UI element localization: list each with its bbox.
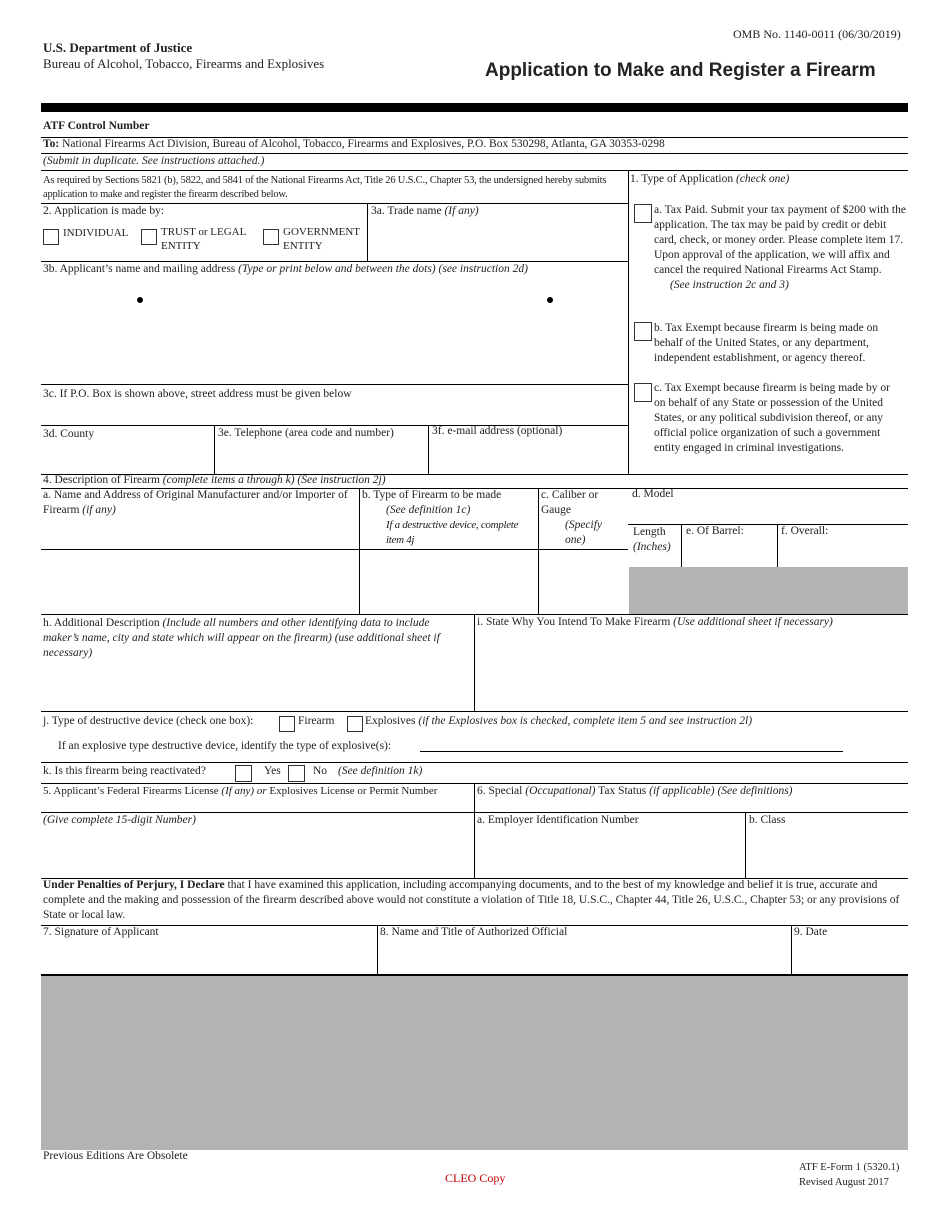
reactivated-yes-label: Yes — [264, 765, 281, 777]
form-number: ATF E-Form 1 (5320.1) — [799, 1162, 900, 1173]
item4h-label — [43, 616, 463, 661]
tax-paid-desc: a. Tax Paid. Submit your tax payment of $200 with the application. The tax may be paid by credit or debit card, check, or money order. Please complete item 17. Upon approval of the application, we will affix and cancel the required National Firearms Act Stamp. — [654, 204, 906, 276]
department-name: U.S. Department of Justice — [43, 40, 193, 55]
item4-hint: (complete items a through k) (See instruction 2j) — [162, 474, 386, 486]
item7-label: 7. Signature of Applicant — [43, 926, 159, 938]
individual-checkbox[interactable] — [43, 229, 59, 245]
item9-label: 9. Date — [794, 926, 828, 938]
perjury-statement — [43, 878, 905, 923]
item3d-label: 3d. County — [43, 428, 95, 440]
form-title: Application to Make and Register a Firearm — [485, 60, 876, 81]
reactivated-no-label: No — [313, 765, 328, 777]
address-dot-right — [547, 297, 553, 303]
item4i-hint: (Use additional sheet if necessary) — [673, 616, 833, 628]
item3a-label-text: 3a. Trade name — [371, 205, 442, 217]
tax-paid-hint: (See instruction 2c and 3) — [670, 279, 789, 291]
government-label: GOVERNMENT ENTITY — [283, 226, 360, 252]
item5-label-text: 5. Applicant’s Federal Firearms License — [43, 785, 219, 797]
item4c-hint: (Specify one) — [565, 519, 603, 546]
length-label-text: Length — [633, 526, 666, 538]
item1-label-text: 1. Type of Application — [630, 173, 734, 185]
reserved-shaded-area — [41, 976, 908, 1150]
item3b-label — [43, 263, 528, 275]
item3b-hint: (Type or print below and between the dots) (see instruction 2d) — [238, 263, 528, 275]
item6-label-text: 6. Special — [477, 785, 523, 797]
item3b-label-text: 3b. Applicant’s name and mailing address — [43, 263, 236, 275]
item3e-label: 3e. Telephone (area code and number) — [218, 427, 394, 439]
item1-hint: (check one) — [735, 173, 790, 185]
item8-label: 8. Name and Title of Authorized Official — [380, 926, 568, 938]
revision-date: Revised August 2017 — [799, 1177, 889, 1188]
item4i-label-text: i. State Why You Intend To Make Firearm — [477, 616, 671, 628]
length-label — [633, 525, 681, 555]
bureau-name: Bureau of Alcohol, Tobacco, Firearms and Explosives — [43, 56, 325, 71]
item4b-label-text: b. Type of Firearm to be made — [362, 489, 502, 501]
atf-control-label: ATF Control Number — [43, 120, 150, 132]
item4b-label — [362, 488, 537, 548]
explosives-checkbox[interactable] — [347, 716, 363, 732]
item4a-hint: (if any) — [82, 504, 116, 516]
item4k-label: k. Is this firearm being reactivated? — [43, 765, 206, 777]
item4i-label — [477, 616, 833, 628]
address-dot-left — [137, 297, 143, 303]
item6-tax: Tax Status — [598, 785, 647, 797]
item5-hint: (Give complete 15-digit Number) — [43, 814, 196, 826]
tax-paid-text — [654, 203, 906, 293]
tax-exempt-us-checkbox[interactable] — [634, 322, 652, 341]
item6-hint: (if applicable) (See definitions) — [649, 785, 793, 797]
perjury-text: that I have examined this application, including accompanying documents, and to the best of my knowledge and belief it is true, accurate and complete and the making and possession of the firearm described above would not constitute a violation of Title 18, U.S.C., Chapter 44, Title 26, U.S.C., Chapter 53; or any provisions of State or local law. — [43, 879, 900, 921]
tax-exempt-state-text: c. Tax Exempt because firearm is being made by or on behalf of any State or possession of the United States, or any political subdivision thereof, or any official police organization of such a government entity engaged in criminal investigations. — [654, 382, 890, 454]
item4a-label — [43, 488, 353, 518]
item4c-label — [541, 488, 626, 548]
submit-note: (Submit in duplicate. See instructions attached.) — [43, 155, 265, 167]
item6-label — [477, 785, 793, 797]
item1-label — [630, 173, 789, 185]
item4-label-text: 4. Description of Firearm — [43, 474, 160, 486]
item6-occ: (Occupational) — [525, 785, 596, 797]
reactivated-hint: (See definition 1k) — [338, 765, 423, 777]
tax-exempt-state-checkbox[interactable] — [634, 383, 652, 402]
individual-label: INDIVIDUAL — [63, 227, 129, 239]
perjury-bold: Under Penalties of Perjury, I Declare — [43, 879, 225, 891]
header-rule — [41, 103, 908, 112]
to-address: National Firearms Act Division, Bureau of Alcohol, Tobacco, Firearms and Explosives, P.O. Box 530298, Atlanta, GA 30353-0298 — [62, 138, 665, 150]
item4a-label-text: a. Name and Address of Original Manufacturer and/or Importer of Firearm — [43, 489, 348, 516]
item6b-label: b. Class — [749, 814, 786, 826]
tax-paid-checkbox[interactable] — [634, 204, 652, 223]
intro-text: As required by Sections 5821 (b), 5822, and 5841 of the National Firearms Act, Title 26 U.S.C., Chapter 53, the undersigned hereby submits application to make and register the firearm described below. — [43, 175, 607, 200]
copy-label: CLEO Copy — [445, 1171, 506, 1185]
item4f-label: f. Overall: — [781, 525, 829, 537]
item4b-hint1: (See definition 1c) — [386, 504, 471, 516]
item4e-label: e. Of Barrel: — [686, 525, 744, 537]
model-shaded-area — [629, 567, 908, 614]
item5-rest: Explosives License or Permit Number — [269, 785, 438, 797]
explosive-type-line[interactable] — [420, 751, 843, 752]
item4d-label: d. Model — [632, 488, 674, 500]
firearm-label: Firearm — [298, 715, 335, 727]
item4-label — [43, 474, 386, 486]
item3f-label: 3f. e-mail address (optional) — [432, 425, 563, 437]
item4b-hint2: If a destructive device, complete item 4j — [386, 519, 519, 546]
firearm-checkbox[interactable] — [279, 716, 295, 732]
reactivated-no-checkbox[interactable] — [288, 765, 305, 782]
obsolete-note: Previous Editions Are Obsolete — [43, 1150, 188, 1162]
item4j-label: j. Type of destructive device (check one box): — [43, 715, 254, 727]
explosives-label — [365, 715, 752, 727]
trust-label: TRUST or LEGAL ENTITY — [161, 226, 246, 252]
explosives-label-text: Explosives — [365, 715, 416, 727]
item3a-hint: (If any) — [444, 205, 479, 217]
explosive-type-label: If an explosive type destructive device, identify the type of explosive(s): — [58, 740, 392, 752]
tax-exempt-us-text: b. Tax Exempt because firearm is being made on behalf of the United States, or any department, independent establishment, or agency thereof. — [654, 322, 879, 364]
to-label: To: — [43, 138, 60, 150]
trust-checkbox[interactable] — [141, 229, 157, 245]
item4h-label-text: h. Additional Description — [43, 617, 160, 629]
item2-label: 2. Application is made by: — [43, 205, 165, 217]
item6a-label: a. Employer Identification Number — [477, 814, 639, 826]
length-hint: (Inches) — [633, 541, 671, 553]
reactivated-yes-checkbox[interactable] — [235, 765, 252, 782]
item5-mid: (If any) or — [221, 785, 267, 797]
omb-number: OMB No. 1140-0011 (06/30/2019) — [733, 27, 901, 41]
government-checkbox[interactable] — [263, 229, 279, 245]
item4c-label-text: c. Caliber or Gauge — [541, 489, 599, 516]
to-line — [43, 138, 665, 150]
item3c-label: 3c. If P.O. Box is shown above, street address must be given below — [43, 388, 352, 400]
item3a-label — [371, 205, 479, 217]
explosives-hint: (if the Explosives box is checked, complete item 5 and see instruction 2l) — [418, 715, 753, 727]
item4h-hint: (Include all numbers and other identifying data to include maker’s name, city and state which will appear on the firearm) (use additional sheet if necessary) — [43, 617, 440, 659]
item5-label — [43, 785, 437, 797]
